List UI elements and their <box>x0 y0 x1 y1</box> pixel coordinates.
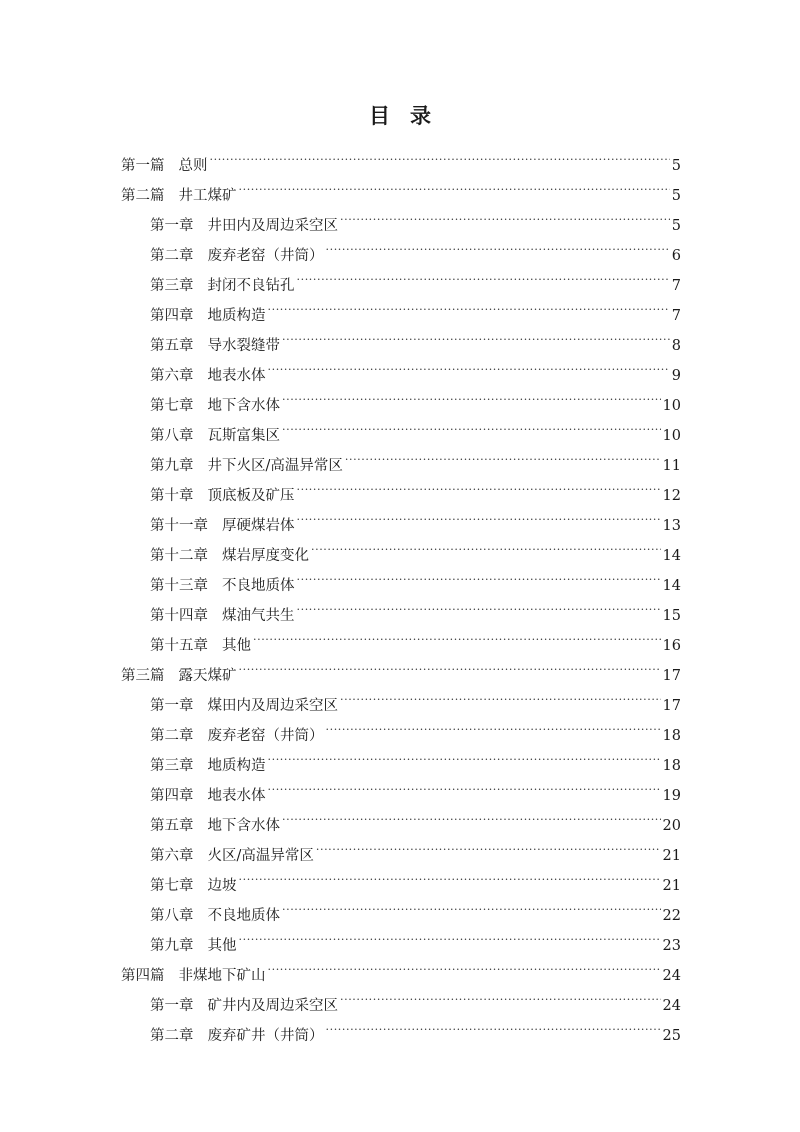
toc-entry-number: 第二章 <box>150 248 194 264</box>
toc-entry-label <box>121 151 208 181</box>
toc-entry-text: 总则 <box>178 158 208 174</box>
toc-entry-text: 顶底板及矿压 <box>207 488 295 504</box>
toc-page-number: 18 <box>662 728 681 744</box>
toc-dot-leader <box>311 530 661 560</box>
toc-page-number: 18 <box>662 758 681 774</box>
toc-dot-leader <box>239 650 661 680</box>
toc-dot-leader <box>268 770 661 800</box>
toc-entry-number: 第七章 <box>150 398 194 414</box>
toc-entry-label <box>150 301 266 331</box>
toc-entry-text: 井田内及周边采空区 <box>207 218 338 234</box>
toc-entry-number: 第十三章 <box>150 578 208 594</box>
toc-entry-text: 井工煤矿 <box>178 188 237 204</box>
toc-entry-number: 第四篇 <box>121 968 165 984</box>
toc-entry-number: 第二章 <box>150 1028 194 1044</box>
toc-entry-text: 地质构造 <box>207 758 266 774</box>
toc-dot-leader <box>316 830 661 860</box>
toc-dot-leader <box>268 740 661 770</box>
toc-page-number: 22 <box>662 908 681 924</box>
toc-entry-number: 第五章 <box>150 338 194 354</box>
toc-dot-leader <box>326 1010 661 1040</box>
toc-entry-label <box>150 781 266 811</box>
toc-entry-text: 瓦斯富集区 <box>207 428 280 444</box>
toc-dot-leader <box>326 230 670 260</box>
toc-page-number: 7 <box>671 278 681 294</box>
toc-entry-number: 第二篇 <box>121 188 165 204</box>
toc-entry-text: 其他 <box>222 638 251 654</box>
toc-entry-text: 不良地质体 <box>222 578 295 594</box>
toc-page-number: 12 <box>662 488 681 504</box>
toc-page-number: 6 <box>671 248 681 264</box>
toc-entry-label <box>150 871 237 901</box>
toc-entry-label <box>150 541 309 571</box>
toc-entry-text: 封闭不良钻孔 <box>207 278 295 294</box>
toc-dot-leader <box>297 500 661 530</box>
toc-page-number: 14 <box>662 548 681 564</box>
toc-entry-label <box>150 511 295 541</box>
toc-page-number: 5 <box>671 158 681 174</box>
toc-dot-leader <box>268 350 670 380</box>
toc-entry-number: 第四章 <box>150 308 194 324</box>
toc-dot-leader <box>340 680 661 710</box>
toc-entry-text: 露天煤矿 <box>178 668 237 684</box>
toc-entry-number: 第七章 <box>150 878 194 894</box>
toc-page-number: 16 <box>662 638 681 654</box>
toc-entry-number: 第六章 <box>150 368 194 384</box>
toc-dot-leader <box>282 890 661 920</box>
toc-entry-text: 厚硬煤岩体 <box>222 518 295 534</box>
toc-entry-label <box>121 961 266 991</box>
toc-dot-leader <box>340 980 661 1010</box>
toc-entry-text: 地质构造 <box>207 308 266 324</box>
toc-page-number: 7 <box>671 308 681 324</box>
toc-entry-label <box>150 481 295 511</box>
toc-dot-leader <box>297 260 670 290</box>
toc-page-number: 14 <box>662 578 681 594</box>
toc-dot-leader <box>282 380 661 410</box>
toc-entry-text: 地表水体 <box>207 368 266 384</box>
toc-dot-leader <box>326 710 661 740</box>
toc-page-number: 10 <box>662 398 681 414</box>
toc-entry-number: 第一章 <box>150 998 194 1014</box>
toc-entry-text: 煤田内及周边采空区 <box>207 698 338 714</box>
toc-entry-label <box>150 751 266 781</box>
toc-entry-label <box>150 1021 324 1051</box>
toc-entry-number: 第十一章 <box>150 518 208 534</box>
toc-entry-number: 第三章 <box>150 758 194 774</box>
toc-entry-label <box>150 931 237 961</box>
toc-page-number: 19 <box>662 788 681 804</box>
toc-entry-number: 第五章 <box>150 818 194 834</box>
toc-title: 目录 <box>369 103 451 128</box>
toc-entry-text: 废弃老窑（井筒） <box>207 728 324 744</box>
toc-page-number: 10 <box>662 428 681 444</box>
toc-page-number: 5 <box>671 218 681 234</box>
toc-entry-label <box>150 691 338 721</box>
toc-dot-leader <box>297 470 661 500</box>
toc-part-entry[interactable] <box>121 140 681 174</box>
toc-entry-number: 第十五章 <box>150 638 208 654</box>
toc-entry-text: 不良地质体 <box>207 908 280 924</box>
toc-entry-label <box>150 991 338 1021</box>
toc-entry-text: 火区/高温异常区 <box>207 848 314 864</box>
toc-entry-text: 废弃矿井（井筒） <box>207 1028 324 1044</box>
toc-entry-number: 第十二章 <box>150 548 208 564</box>
toc-entry-number: 第九章 <box>150 938 194 954</box>
toc-page-number: 24 <box>662 998 681 1014</box>
toc-entry-number: 第三篇 <box>121 668 165 684</box>
toc-entry-number: 第十章 <box>150 488 194 504</box>
toc-page-number: 20 <box>662 818 681 834</box>
toc-page-number: 23 <box>662 938 681 954</box>
toc-dot-leader <box>345 440 661 470</box>
toc-dot-leader <box>210 140 670 170</box>
toc-entry-number: 第一章 <box>150 218 194 234</box>
toc-entry-label <box>121 181 237 211</box>
toc-dot-leader <box>282 410 661 440</box>
toc-page-number: 17 <box>662 698 681 714</box>
toc-entry-label <box>121 661 237 691</box>
toc-page-number: 21 <box>662 878 681 894</box>
toc-entry-text: 其他 <box>207 938 237 954</box>
toc-dot-leader <box>268 950 661 980</box>
toc-page-number: 8 <box>671 338 681 354</box>
toc-page-number: 21 <box>662 848 681 864</box>
toc-entry-label <box>150 211 338 241</box>
toc-entry-text: 地表水体 <box>207 788 266 804</box>
toc-entry-number: 第二章 <box>150 728 194 744</box>
toc-page-number: 9 <box>671 368 681 384</box>
toc-page-number: 15 <box>662 608 681 624</box>
toc-entry-text: 废弃老窑（井筒） <box>207 248 324 264</box>
toc-dot-leader <box>253 620 661 650</box>
toc-entry-label <box>150 421 280 451</box>
toc-entry-label <box>150 811 280 841</box>
toc-entry-number: 第十四章 <box>150 608 208 624</box>
toc-dot-leader <box>268 290 670 320</box>
toc-dot-leader <box>239 170 670 200</box>
toc-entry-label <box>150 571 295 601</box>
toc-entry-text: 非煤地下矿山 <box>178 968 266 984</box>
toc-entry-number: 第一章 <box>150 698 194 714</box>
toc-entry-text: 地下含水体 <box>207 398 280 414</box>
toc-entry-label <box>150 631 251 661</box>
toc-dot-leader <box>282 800 661 830</box>
toc-entry-label <box>150 391 280 421</box>
toc-entry-text: 井下火区/高温异常区 <box>207 458 343 474</box>
toc-entry-text: 矿井内及周边采空区 <box>207 998 338 1014</box>
toc-entry-text: 地下含水体 <box>207 818 280 834</box>
toc-page-number: 25 <box>662 1028 681 1044</box>
toc-dot-leader <box>239 860 661 890</box>
toc-list <box>121 140 681 1044</box>
toc-page-number: 11 <box>662 458 681 474</box>
toc-entry-number: 第六章 <box>150 848 194 864</box>
toc-dot-leader <box>297 560 661 590</box>
toc-entry-number: 第九章 <box>150 458 194 474</box>
toc-dot-leader <box>297 590 661 620</box>
toc-page-number: 17 <box>662 668 681 684</box>
toc-page-number: 24 <box>662 968 681 984</box>
toc-page-number: 5 <box>671 188 681 204</box>
toc-entry-text: 边坡 <box>207 878 237 894</box>
toc-entry-number: 第四章 <box>150 788 194 804</box>
toc-entry-number: 第八章 <box>150 908 194 924</box>
toc-dot-leader <box>340 200 670 230</box>
toc-entry-text: 导水裂缝带 <box>207 338 280 354</box>
toc-dot-leader <box>239 920 661 950</box>
toc-entry-text: 煤岩厚度变化 <box>222 548 309 564</box>
toc-entry-number: 第八章 <box>150 428 194 444</box>
toc-entry-text: 煤油气共生 <box>222 608 295 624</box>
toc-dot-leader <box>282 320 670 350</box>
toc-entry-label <box>150 331 280 361</box>
toc-entry-number: 第三章 <box>150 278 194 294</box>
toc-entry-label <box>150 361 266 391</box>
toc-entry-number: 第一篇 <box>121 158 165 174</box>
toc-page-number: 13 <box>662 518 681 534</box>
